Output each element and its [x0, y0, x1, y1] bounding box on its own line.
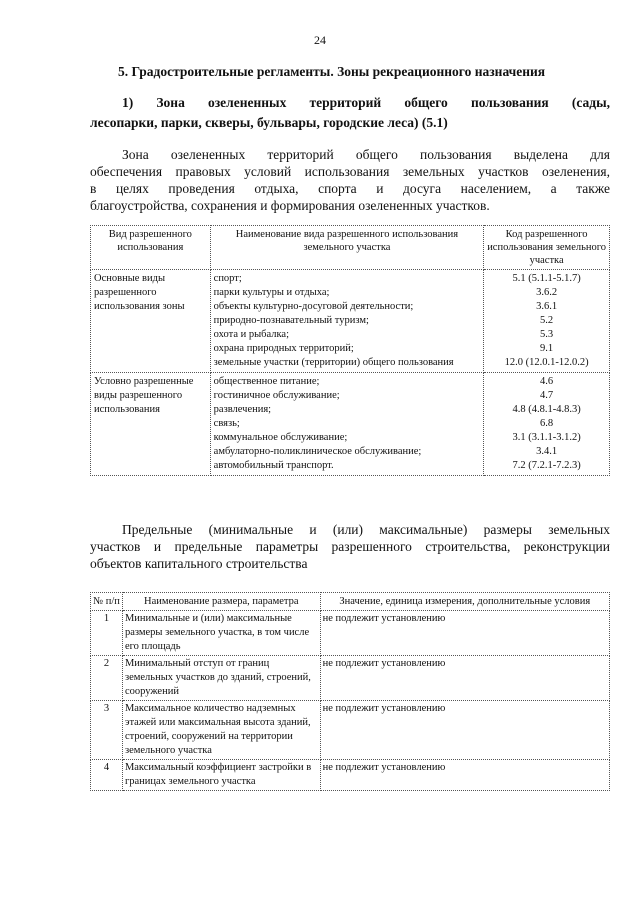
use-code: 5.3	[540, 329, 554, 340]
row-number: 4	[91, 760, 123, 791]
limits-header-num: № п/п	[91, 593, 123, 611]
table-row	[91, 760, 610, 791]
uses-group-codes	[484, 373, 610, 476]
use-item: земельные участки (территории) общего пользования	[213, 357, 454, 368]
use-item: общественное питание;	[213, 376, 320, 387]
use-item: охота и рыбалка;	[213, 329, 290, 340]
use-code: 3.4.1	[536, 446, 558, 457]
row-value: не подлежит установлению	[320, 701, 609, 760]
table-row	[91, 701, 610, 760]
use-code: 3.1 (3.1.1-3.1.2)	[512, 432, 581, 443]
limits-paragraph	[90, 521, 610, 572]
limits-line-3: объектов капитального строительства	[90, 556, 308, 571]
intro-line-3: в целях проведения отдыха, спорта и досуга населением, а также	[90, 181, 610, 196]
use-code: 7.2 (7.2.1-7.2.3)	[512, 460, 581, 471]
uses-group-label: Основные виды разрешенного использования зоны	[91, 270, 211, 373]
uses-group-items	[210, 373, 484, 476]
uses-group-codes	[484, 270, 610, 373]
limits-header-name: Наименование размера, параметра	[122, 593, 320, 611]
row-parameter: Минимальный отступ от границ земельных участков до зданий, строений, сооружений	[122, 656, 320, 701]
use-item: гостиничное обслуживание;	[213, 390, 340, 401]
use-code: 12.0 (12.0.1-12.0.2)	[504, 357, 589, 368]
use-item: парки культуры и отдыха;	[213, 287, 330, 298]
uses-header-name: Наименование вида разрешенного использования земельного участка	[210, 226, 484, 270]
uses-group-items	[210, 270, 484, 373]
use-code: 5.2	[540, 315, 554, 326]
uses-group-conditional	[91, 373, 610, 476]
limits-table	[90, 592, 610, 791]
use-item: природно-познавательный туризм;	[213, 315, 369, 326]
use-code: 9.1	[540, 343, 554, 354]
use-code: 6.8	[540, 418, 554, 429]
row-parameter: Минимальные и (или) максимальные размеры земельного участка, в том числе его площадь	[122, 611, 320, 656]
uses-table-header-row	[91, 226, 610, 270]
row-number: 1	[91, 611, 123, 656]
zone-title-line-2: лесопарки, парки, скверы, бульвары, городские леса) (5.1)	[90, 115, 448, 130]
use-code: 3.6.2	[536, 287, 558, 298]
row-value: не подлежит установлению	[320, 656, 609, 701]
row-value: не подлежит установлению	[320, 760, 609, 791]
uses-group-label: Условно разрешенные виды разрешенного использования	[91, 373, 211, 476]
uses-group-main	[91, 270, 610, 373]
page-number: 24	[314, 33, 326, 47]
table-row	[91, 611, 610, 656]
zone-title-line-1: 1) Зона озелененных территорий общего пользования (сады,	[122, 95, 610, 110]
intro-line-1: Зона озелененных территорий общего пользования выделена для	[122, 147, 610, 162]
use-item: связь;	[213, 418, 240, 429]
use-code: 3.6.1	[536, 301, 558, 312]
use-item: развлечения;	[213, 404, 272, 415]
use-item: спорт;	[213, 273, 242, 284]
uses-table	[90, 225, 610, 476]
uses-header-code: Код разрешенного использования земельного участка	[484, 226, 610, 270]
use-item: амбулаторно-поликлиническое обслуживание;	[213, 446, 422, 457]
use-item: охрана природных территорий;	[213, 343, 354, 354]
use-item: объекты культурно-досуговой деятельности;	[213, 301, 414, 312]
use-code: 4.7	[540, 390, 554, 401]
section-title: 5. Градостроительные регламенты. Зоны рекреационного назначения	[118, 64, 546, 79]
limits-line-1: Предельные (минимальные и (или) максимальные) размеры земельных	[122, 522, 610, 537]
use-item: автомобильный транспорт.	[213, 460, 334, 471]
intro-paragraph	[90, 146, 610, 214]
row-parameter: Максимальный коэффициент застройки в границах земельного участка	[122, 760, 320, 791]
intro-line-2: обеспечения правовых условий использования земельных участков озеленения,	[90, 164, 610, 179]
use-code: 5.1 (5.1.1-5.1.7)	[512, 273, 581, 284]
use-item: коммунальное обслуживание;	[213, 432, 348, 443]
limits-line-2: участков и предельные параметры разрешенного строительства, реконструкции	[90, 539, 610, 554]
row-number: 3	[91, 701, 123, 760]
table-row	[91, 656, 610, 701]
limits-table-header-row	[91, 593, 610, 611]
use-code: 4.6	[540, 376, 554, 387]
limits-header-value: Значение, единица измерения, дополнительные условия	[320, 593, 609, 611]
intro-line-4: благоустройства, сохранения и формирования озелененных участков.	[90, 198, 490, 213]
uses-header-kind: Вид разрешенного использования	[91, 226, 211, 270]
row-parameter: Максимальное количество надземных этажей или максимальная высота зданий, строений, сооружений на территории земельного участка	[122, 701, 320, 760]
zone-title	[90, 93, 610, 133]
use-code: 4.8 (4.8.1-4.8.3)	[512, 404, 581, 415]
row-number: 2	[91, 656, 123, 701]
row-value: не подлежит установлению	[320, 611, 609, 656]
